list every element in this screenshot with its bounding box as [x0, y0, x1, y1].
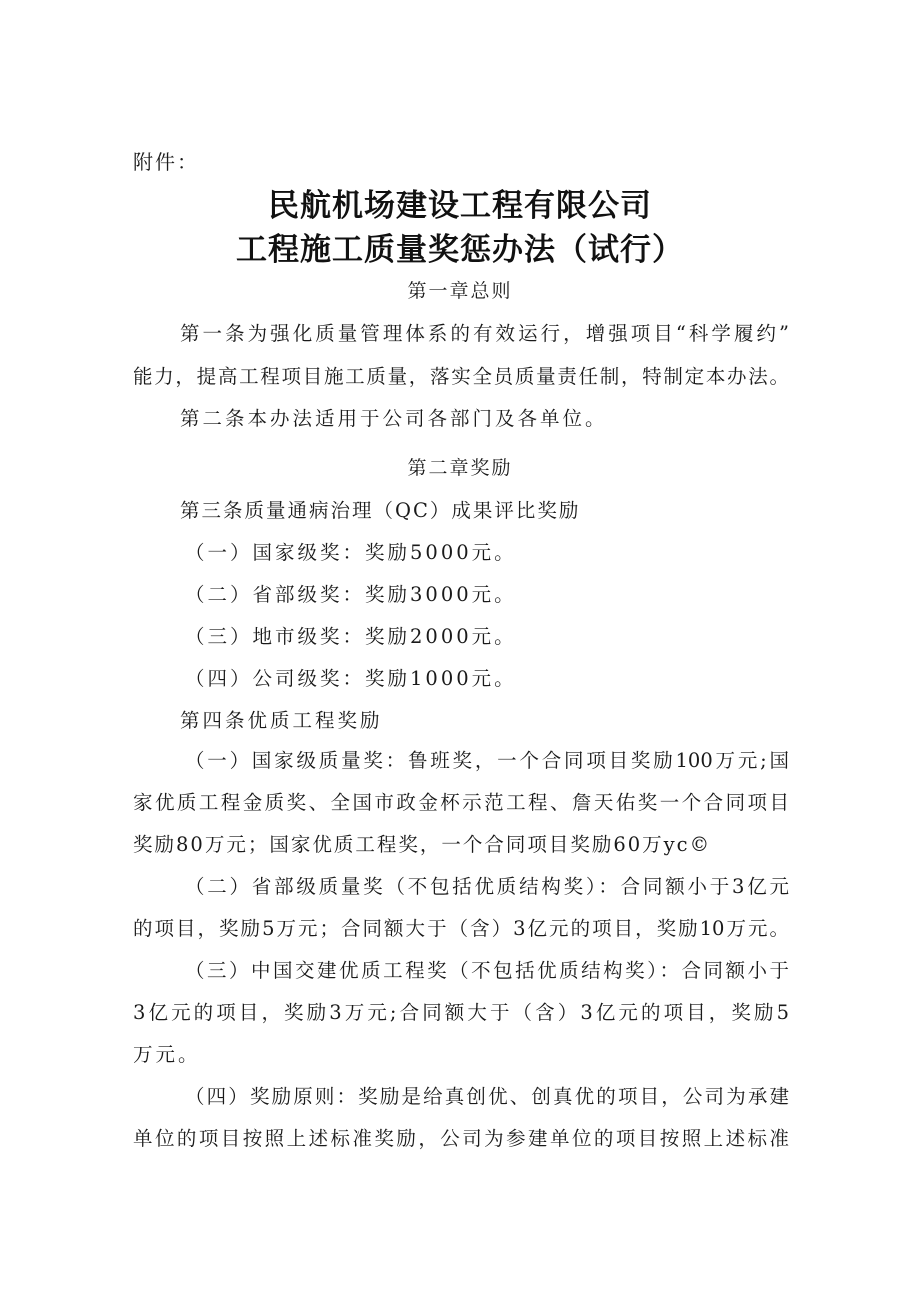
- document-title-line-2: 工程施工质量奖惩办法（试行）: [236, 232, 684, 268]
- chapter-1-heading: 第一章总则: [407, 280, 513, 302]
- article-3-item-3: （三）地市级奖：奖励2000元。: [185, 625, 517, 648]
- article-4-item-1-line-1: （一）国家级质量奖：鲁班奖，一个合同项目奖励100万元;国: [185, 749, 789, 772]
- article-4-item-2-line-1: （二）省部级质量奖（不包括优质结构奖）：合同额小于3亿元: [185, 875, 789, 898]
- article-4-item-3-line-3: 万元。: [133, 1043, 201, 1066]
- attachment-label: 附件：: [133, 150, 199, 174]
- article-2: 第二条本办法适用于公司各部门及各单位。: [180, 407, 608, 430]
- article-4-item-4-line-2: 单位的项目按照上述标准奖励，公司为参建单位的项目按照上述标准: [133, 1127, 789, 1150]
- article-4-item-1-line-2: 家优质工程金质奖、全国市政金杯示范工程、詹天佑奖一个合同项目: [133, 791, 789, 814]
- article-3-item-4: （四）公司级奖：奖励1000元。: [185, 667, 517, 690]
- article-3: 第三条质量通病治理（QC）成果评比奖励: [180, 499, 581, 522]
- article-4-item-3-line-1: （三）中国交建优质工程奖（不包括优质结构奖）：合同额小于: [185, 959, 789, 982]
- article-4-item-4-line-1: （四）奖励原则：奖励是给真创优、创真优的项目，公司为承建: [185, 1085, 789, 1108]
- article-4: 第四条优质工程奖励: [180, 709, 383, 732]
- article-4-item-3-line-2: 3亿元的项目，奖励3万元;合同额大于（含）3亿元的项目，奖励5: [133, 1001, 789, 1024]
- document-title-line-1: 民航机场建设工程有限公司: [268, 188, 652, 224]
- chapter-2-heading: 第二章奖励: [407, 457, 513, 479]
- article-1-line-1: 第一条为强化质量管理体系的有效运行，增强项目“科学履约”: [180, 322, 789, 345]
- article-1-line-2: 能力，提高工程项目施工质量，落实全员质量责任制，特制定本办法。: [133, 365, 789, 388]
- article-3-item-1: （一）国家级奖：奖励5000元。: [185, 541, 517, 564]
- article-4-item-2-line-2: 的项目，奖励5万元；合同额大于（含）3亿元的项目，奖励10万元。: [133, 917, 789, 940]
- article-4-item-1-line-3: 奖励80万元；国家优质工程奖，一个合同项目奖励60万yc©: [133, 833, 712, 856]
- article-3-item-2: （二）省部级奖：奖励3000元。: [185, 583, 517, 606]
